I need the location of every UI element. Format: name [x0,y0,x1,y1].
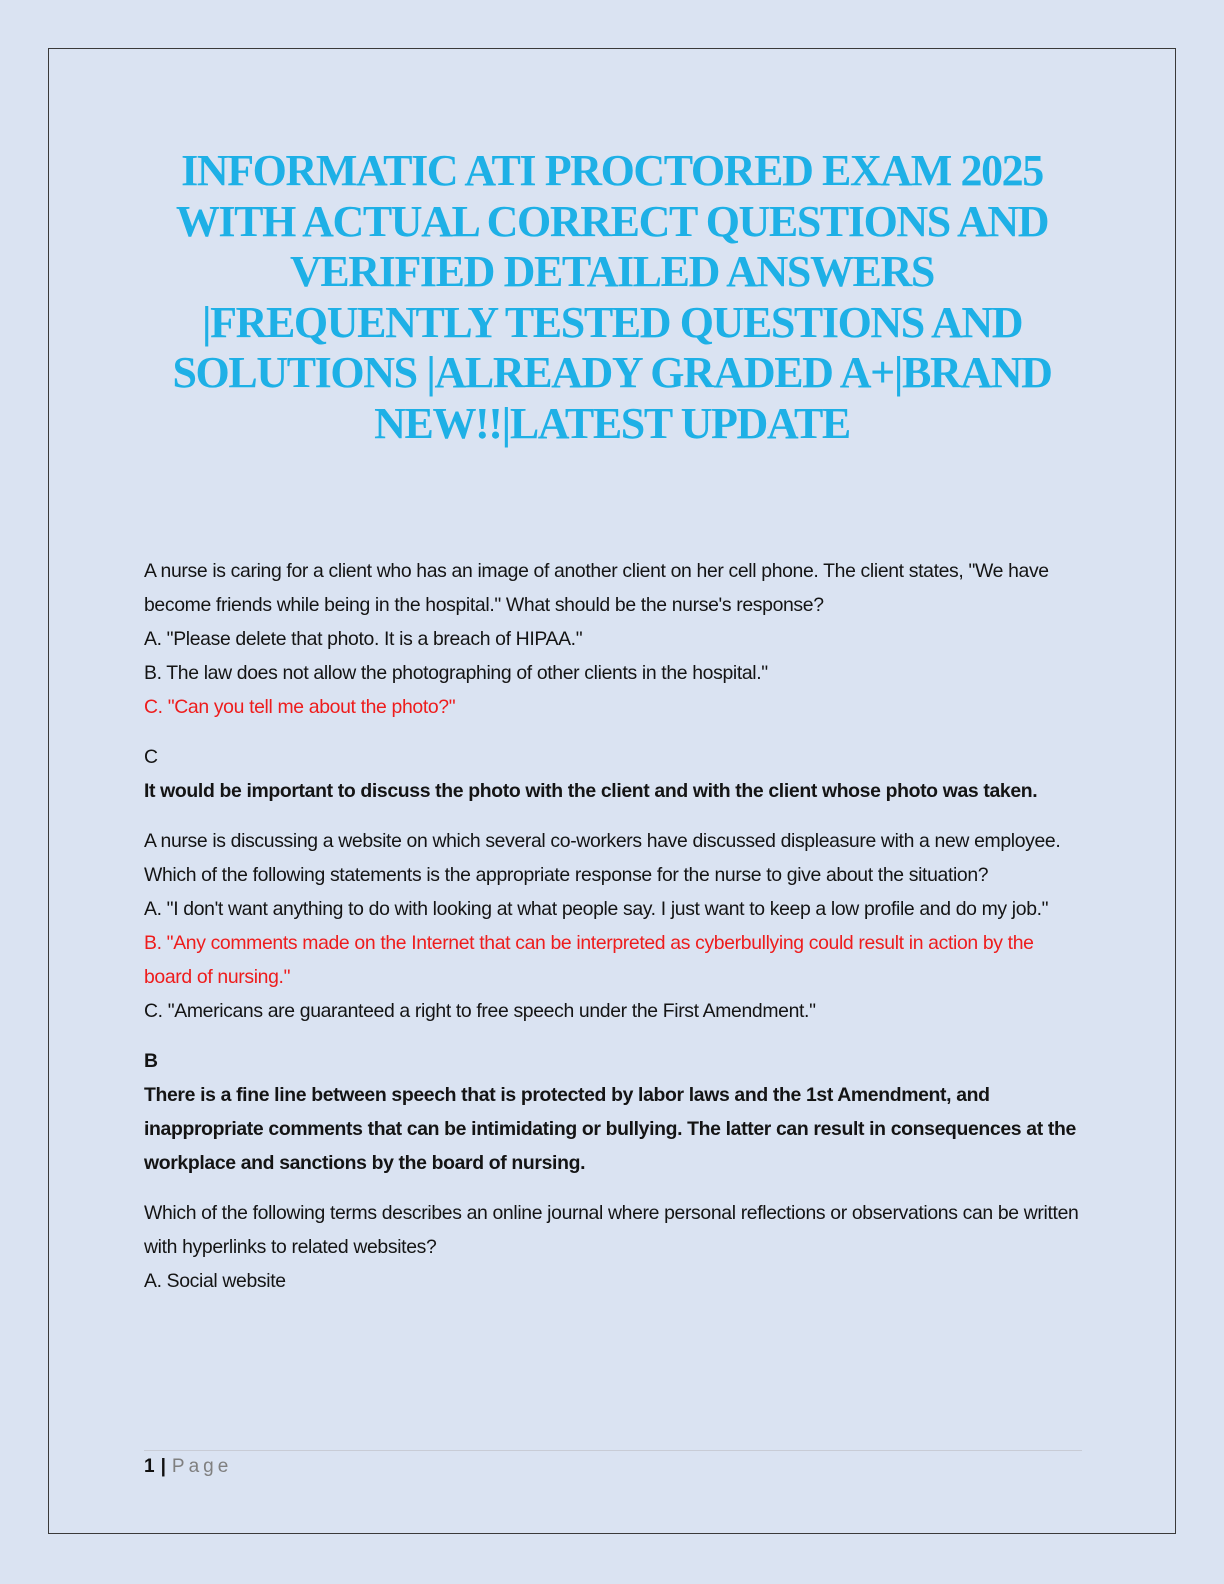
answer-option: B. The law does not allow the photographing of other clients in the hospital." [144,662,768,684]
answer-option: A. Social website [144,1270,286,1292]
page-footer [144,1452,232,1482]
correct-answer-option: C. "Can you tell me about the photo?" [144,696,456,718]
document-title: INFORMATIC ATI PROCTORED EXAM 2025 WITH ACTUAL CORRECT QUESTIONS AND VERIFIED DETAILED ANSWERS |FREQUENTLY TESTED QUESTIONS AND SOLUTIONS |ALREADY GRADED A+|BRAND NEW!!|LATEST UPDATE [172,146,1052,448]
document-body [144,554,1084,1298]
answer-option: C. "Americans are guaranteed a right to free speech under the First Amendment." [144,1000,816,1022]
rationale: It would be important to discuss the photo with the client and with the client whose photo was taken. [144,780,1038,802]
question-stem: Which of the following terms describes an online journal where personal reflections or observations can be written with hyperlinks to related websites? [144,1202,1079,1258]
answer-option: A. "Please delete that photo. It is a breach of HIPAA." [144,628,583,650]
correct-answer-option: B. "Any comments made on the Internet that can be interpreted as cyberbullying could result in action by the board of nursing." [144,932,1034,988]
answer-key: B [144,1050,158,1072]
answer-key: C [144,746,158,768]
question-stem: A nurse is caring for a client who has an image of another client on her cell phone. The client states, "We have become friends while being in the hospital." What should be the nurse's response? [144,560,1049,616]
rationale: There is a fine line between speech that is protected by labor laws and the 1st Amendment, and inappropriate comments that can be intimidating or bullying. The latter can result in consequences at the workplace and sanctions by the board of nursing. [144,1084,1076,1174]
question-stem: A nurse is discussing a website on which several co-workers have discussed displeasure with a new employee. Which of the following statements is the appropriate response for the nurse to give about the situation? [144,830,1061,886]
page-label: Page [171,1456,233,1477]
footer-divider [144,1450,1082,1451]
page-number: 1 [144,1456,155,1477]
answer-option: A. "I don't want anything to do with looking at what people say. I just want to keep a low profile and do my job." [144,898,1049,920]
footer-separator: | [160,1456,166,1477]
